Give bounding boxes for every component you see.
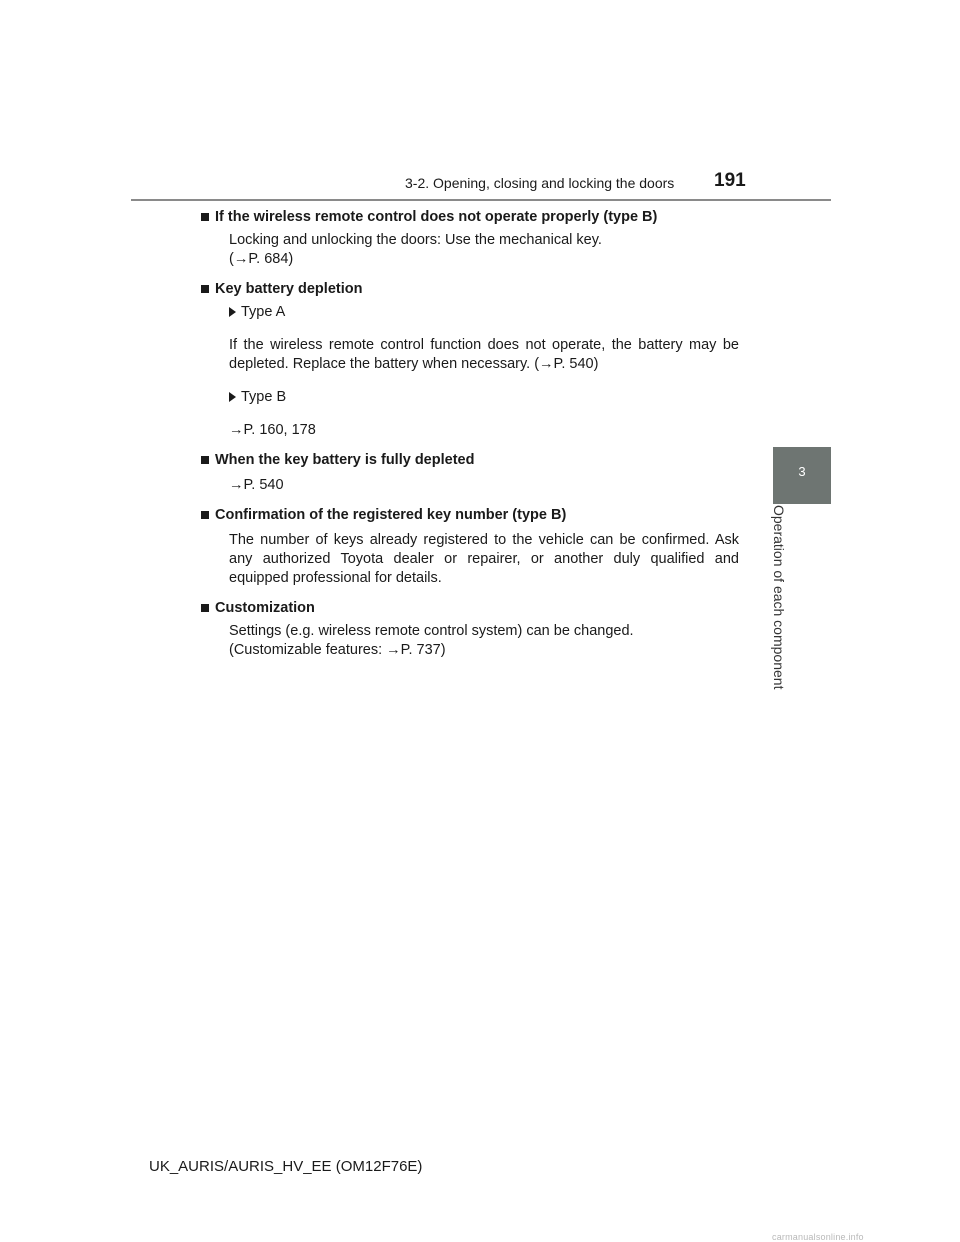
content <box>215 208 739 660</box>
page-number: 191 <box>714 170 746 191</box>
paragraph: If the wireless remote control function does not operate, the battery may be depleted. Replace the battery when necessary. (→P. 540) <box>229 337 739 372</box>
square-bullet-icon <box>201 604 209 612</box>
section-heading: Key battery depletion <box>215 280 739 299</box>
square-bullet-icon <box>201 213 209 221</box>
paragraph: →P. 540 <box>229 477 284 493</box>
section-title: 3-2. Opening, closing and locking the doors <box>405 175 675 191</box>
header-rule <box>131 199 831 201</box>
chapter-number: 3 <box>798 464 806 479</box>
watermark: carmanualsonline.info <box>772 1232 864 1242</box>
chapter-title-wrap <box>771 505 807 705</box>
square-bullet-icon <box>201 285 209 293</box>
chapter-tab <box>773 447 831 504</box>
paragraph: Settings (e.g. wireless remote control system) can be changed. (Customizable features: →P. 737) <box>229 623 634 658</box>
triangle-bullet-icon <box>229 392 236 402</box>
square-bullet-icon <box>201 456 209 464</box>
paragraph: Locking and unlocking the doors: Use the mechanical key. (→P. 684) <box>229 232 602 267</box>
section-heading: Confirmation of the registered key number (type B) <box>215 506 739 525</box>
model-code: UK_AURIS/AURIS_HV_EE (OM12F76E) <box>149 1158 423 1175</box>
section-heading: When the key battery is fully depleted <box>215 451 739 470</box>
triangle-bullet-icon <box>229 307 236 317</box>
section-heading: If the wireless remote control does not operate properly (type B) <box>215 208 739 227</box>
subheading: Type B <box>229 388 739 407</box>
paragraph: →P. 160, 178 <box>229 422 316 438</box>
paragraph: The number of keys already registered to the vehicle can be confirmed. Ask any authorized Toyota dealer or repairer, or another duly qualified and equipped professional for details. <box>229 532 739 586</box>
subheading: Type A <box>229 303 739 322</box>
square-bullet-icon <box>201 511 209 519</box>
chapter-title: Operation of each component <box>771 505 787 690</box>
section-heading: Customization <box>215 599 739 618</box>
